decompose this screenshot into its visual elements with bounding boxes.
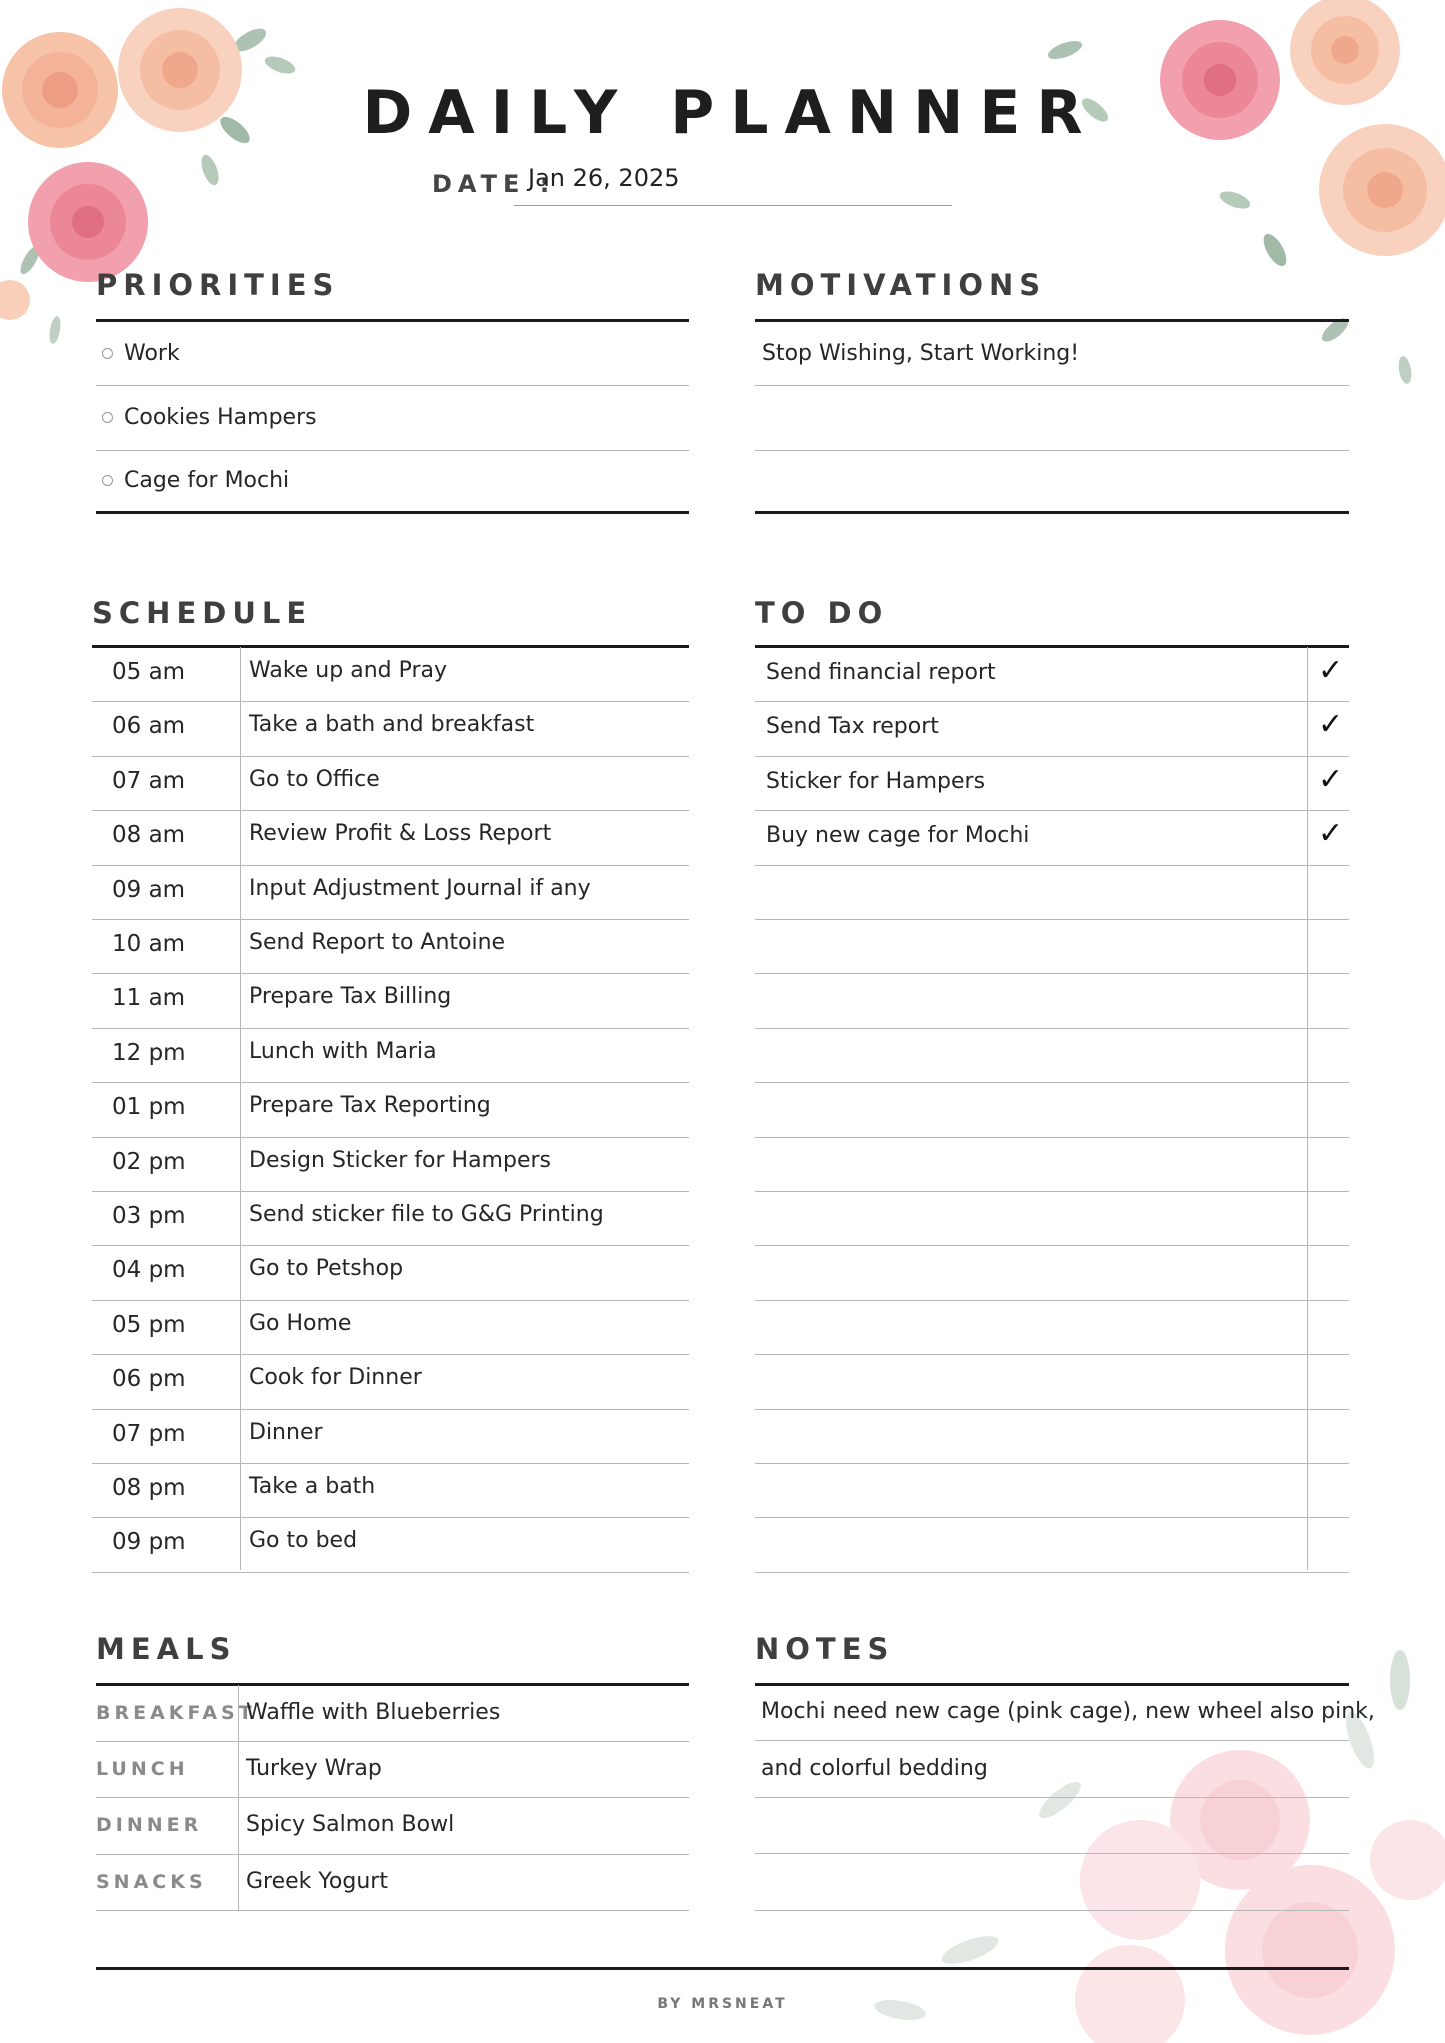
row-divider bbox=[92, 1028, 689, 1029]
row-divider bbox=[755, 756, 1349, 757]
todo-checkbox[interactable] bbox=[1318, 653, 1343, 688]
meal-value[interactable]: Spicy Salmon Bowl bbox=[246, 1812, 455, 1838]
row-divider bbox=[755, 701, 1349, 702]
priorities-top-rule bbox=[96, 319, 689, 322]
motivations-heading: MOTIVATIONS bbox=[755, 268, 1047, 302]
priority-bullet-icon[interactable] bbox=[102, 412, 113, 423]
schedule-time: 08 am bbox=[112, 822, 186, 849]
notes-top-rule bbox=[755, 1683, 1349, 1686]
row-divider bbox=[92, 919, 689, 920]
schedule-time: 11 am bbox=[112, 985, 186, 1012]
row-divider bbox=[96, 1797, 689, 1798]
schedule-task[interactable]: Review Profit & Loss Report bbox=[249, 821, 552, 847]
schedule-time: 10 am bbox=[112, 931, 186, 957]
priority-bullet-icon[interactable] bbox=[102, 475, 113, 486]
schedule-task[interactable]: Input Adjustment Journal if any bbox=[249, 875, 591, 901]
row-divider bbox=[92, 1517, 689, 1518]
row-divider bbox=[92, 1572, 689, 1573]
row-divider bbox=[92, 1245, 689, 1246]
row-divider bbox=[92, 865, 689, 866]
footer-credit: BY MRSNEAT bbox=[657, 1996, 788, 2012]
row-divider bbox=[755, 1137, 1349, 1138]
footer-rule bbox=[96, 1967, 1349, 1970]
row-divider bbox=[96, 450, 689, 451]
meal-value[interactable]: Greek Yogurt bbox=[246, 1868, 388, 1894]
row-divider bbox=[92, 1354, 689, 1355]
row-divider bbox=[755, 865, 1349, 866]
row-divider bbox=[755, 919, 1349, 920]
meals-heading: MEALS bbox=[96, 1632, 237, 1666]
schedule-time: 04 pm bbox=[112, 1257, 186, 1284]
schedule-task[interactable]: Wake up and Pray bbox=[249, 658, 448, 683]
schedule-time: 09 pm bbox=[112, 1529, 186, 1556]
schedule-time: 08 pm bbox=[112, 1475, 186, 1501]
row-divider bbox=[755, 1300, 1349, 1301]
meal-label: SNACKS bbox=[96, 1870, 207, 1893]
row-divider bbox=[755, 1797, 1349, 1798]
schedule-task[interactable]: Cook for Dinner bbox=[249, 1365, 422, 1391]
row-divider bbox=[755, 1028, 1349, 1029]
meals-top-rule bbox=[96, 1683, 689, 1686]
row-divider bbox=[755, 1191, 1349, 1192]
schedule-task[interactable]: Go Home bbox=[249, 1310, 352, 1336]
priorities-bottom-rule bbox=[96, 511, 689, 514]
schedule-task[interactable]: Go to Petshop bbox=[249, 1256, 404, 1282]
row-divider bbox=[755, 810, 1349, 811]
priority-bullet-icon[interactable] bbox=[102, 348, 113, 359]
row-divider bbox=[755, 1409, 1349, 1410]
todo-checkbox[interactable] bbox=[1318, 762, 1343, 797]
schedule-heading: SCHEDULE bbox=[92, 596, 313, 630]
priority-item[interactable]: Cookies Hampers bbox=[124, 405, 317, 430]
row-divider bbox=[92, 701, 689, 702]
checkmark-icon: ✓ bbox=[1318, 707, 1344, 743]
schedule-task[interactable]: Send Report to Antoine bbox=[249, 930, 506, 955]
schedule-time: 12 pm bbox=[112, 1039, 186, 1066]
row-divider bbox=[755, 1354, 1349, 1355]
priorities-heading: PRIORITIES bbox=[96, 268, 340, 302]
notes-line[interactable]: and colorful bedding bbox=[761, 1756, 988, 1781]
row-divider bbox=[92, 810, 689, 811]
todo-task[interactable]: Buy new cage for Mochi bbox=[766, 823, 1030, 849]
row-divider bbox=[755, 1082, 1349, 1083]
schedule-task[interactable]: Take a bath bbox=[249, 1474, 376, 1499]
checkmark-icon: ✓ bbox=[1318, 816, 1344, 852]
schedule-top-rule bbox=[92, 645, 689, 648]
schedule-task[interactable]: Dinner bbox=[249, 1419, 323, 1445]
page-title: DAILY PLANNER bbox=[362, 78, 1099, 148]
meal-value[interactable]: Turkey Wrap bbox=[246, 1756, 382, 1782]
schedule-task[interactable]: Design Sticker for Hampers bbox=[249, 1147, 551, 1173]
meal-label: LUNCH bbox=[96, 1758, 189, 1781]
row-divider bbox=[755, 1245, 1349, 1246]
floral-decoration-top-left bbox=[0, 0, 420, 400]
row-divider bbox=[755, 1740, 1349, 1741]
schedule-column-divider bbox=[240, 647, 241, 1570]
schedule-task[interactable]: Go to bed bbox=[249, 1528, 358, 1554]
schedule-task[interactable]: Lunch with Maria bbox=[249, 1038, 437, 1064]
todo-task[interactable]: Send financial report bbox=[766, 660, 996, 685]
row-divider bbox=[755, 1910, 1349, 1911]
row-divider bbox=[96, 1910, 689, 1911]
row-divider bbox=[92, 1191, 689, 1192]
schedule-time: 02 pm bbox=[112, 1148, 186, 1175]
row-divider bbox=[96, 1741, 689, 1742]
checkmark-icon: ✓ bbox=[1318, 653, 1344, 688]
schedule-time: 06 am bbox=[112, 713, 186, 740]
priority-item[interactable]: Work bbox=[124, 341, 180, 366]
motivations-top-rule bbox=[755, 319, 1349, 322]
schedule-task[interactable]: Prepare Tax Billing bbox=[249, 984, 452, 1010]
schedule-task[interactable]: Send sticker file to G&G Printing bbox=[249, 1202, 604, 1227]
row-divider bbox=[92, 1463, 689, 1464]
schedule-time: 09 am bbox=[112, 876, 186, 903]
meal-value[interactable]: Waffle with Blueberries bbox=[246, 1700, 501, 1725]
schedule-time: 07 pm bbox=[112, 1420, 186, 1447]
schedule-time: 06 pm bbox=[112, 1366, 186, 1393]
meal-label: DINNER bbox=[96, 1814, 203, 1837]
row-divider bbox=[92, 1300, 689, 1301]
schedule-time: 07 am bbox=[112, 767, 186, 794]
row-divider bbox=[755, 973, 1349, 974]
todo-heading: TO DO bbox=[755, 596, 889, 630]
schedule-time: 01 pm bbox=[112, 1094, 186, 1121]
row-divider bbox=[92, 1137, 689, 1138]
todo-checkbox[interactable] bbox=[1318, 816, 1343, 851]
todo-task[interactable]: Sticker for Hampers bbox=[766, 768, 986, 794]
checkmark-icon: ✓ bbox=[1318, 761, 1344, 797]
date-label: DATE : bbox=[432, 170, 556, 198]
todo-task[interactable]: Send Tax report bbox=[766, 714, 939, 740]
notes-heading: NOTES bbox=[755, 1632, 895, 1666]
todo-checkbox[interactable] bbox=[1318, 707, 1343, 742]
schedule-time: 03 pm bbox=[112, 1203, 186, 1229]
row-divider bbox=[92, 1409, 689, 1410]
row-divider bbox=[755, 1853, 1349, 1854]
schedule-task[interactable]: Go to Office bbox=[249, 766, 380, 792]
todo-column-divider bbox=[1307, 647, 1308, 1570]
date-value[interactable]: Jan 26, 2025 bbox=[528, 164, 680, 192]
schedule-task[interactable]: Prepare Tax Reporting bbox=[249, 1093, 491, 1119]
floral-decoration-top-right bbox=[1035, 0, 1445, 420]
date-underline bbox=[514, 205, 952, 206]
row-divider bbox=[755, 1463, 1349, 1464]
row-divider bbox=[96, 1854, 689, 1855]
row-divider bbox=[92, 973, 689, 974]
schedule-time: 05 pm bbox=[112, 1311, 186, 1338]
todo-top-rule bbox=[755, 645, 1349, 648]
notes-line[interactable]: Mochi need new cage (pink cage), new wheel also pink, bbox=[761, 1699, 1375, 1724]
priority-item[interactable]: Cage for Mochi bbox=[124, 468, 290, 493]
row-divider bbox=[92, 1082, 689, 1083]
row-divider bbox=[92, 756, 689, 757]
row-divider bbox=[755, 385, 1349, 386]
row-divider bbox=[96, 385, 689, 386]
schedule-time: 05 am bbox=[112, 659, 186, 685]
row-divider bbox=[755, 450, 1349, 451]
row-divider bbox=[755, 1572, 1349, 1573]
row-divider bbox=[755, 1517, 1349, 1518]
motivation-line[interactable]: Stop Wishing, Start Working! bbox=[762, 341, 1080, 366]
schedule-task[interactable]: Take a bath and breakfast bbox=[249, 712, 535, 738]
motivations-bottom-rule bbox=[755, 511, 1349, 514]
meal-label: BREAKFAST bbox=[96, 1702, 256, 1724]
